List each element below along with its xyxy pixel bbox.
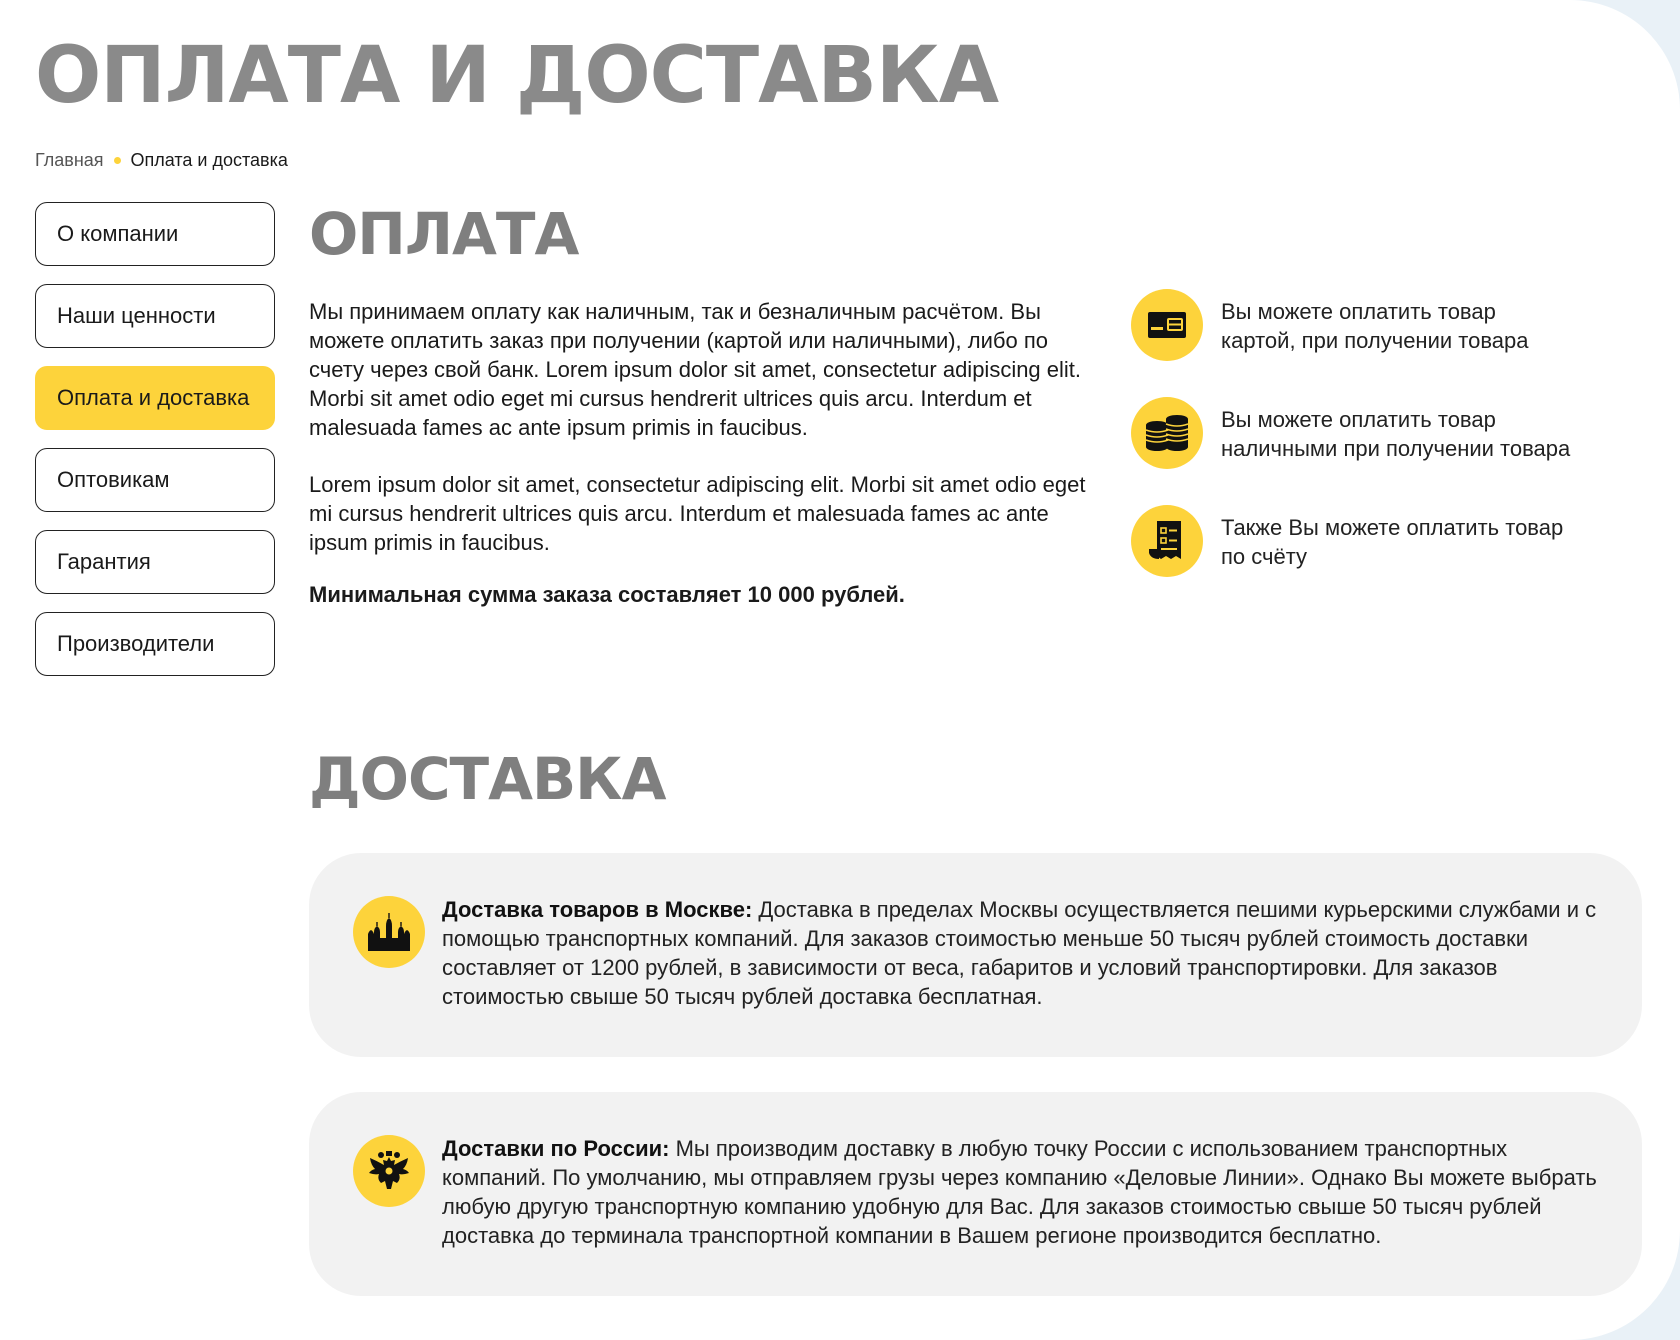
delivery-card-moscow xyxy=(309,853,1642,1057)
delivery-russia-text xyxy=(442,1134,1602,1250)
payment-options xyxy=(1131,289,1571,613)
delivery-moscow-body: Доставка в пределах Москвы осуществляется пешими курьерскими службами и с помощью транспортных компаний. Для заказов стоимостью меньше 50 тысяч рублей стоимость доставки составляет от 1200 рублей, в зависимости от веса, габаритов и условий транспортировки. Для заказов стоимостью свыше 50 тысяч рублей доставка бесплатная. xyxy=(442,897,1597,1009)
breadcrumb-separator-dot xyxy=(114,157,121,164)
sidebar-item-warranty[interactable]: Гарантия xyxy=(35,530,275,594)
payment-paragraph-2: Lorem ipsum dolor sit amet, consectetur adipiscing elit. Morbi sit amet odio eget mi cursus hendrerit ultrices quis arcu. Interdum et malesuada fames ac ante ipsum primis in faucibus. xyxy=(309,472,1086,555)
sidebar-item-manufacturers[interactable]: Производители xyxy=(35,612,275,676)
payment-option-cash-text: Вы можете оплатить товар наличными при получении товара xyxy=(1221,407,1571,461)
payment-option-card-text: Вы можете оплатить товар картой, при получении товара xyxy=(1221,299,1529,353)
delivery-section-title: ДОСТАВКА xyxy=(309,745,666,813)
breadcrumb-home-link[interactable]: Главная xyxy=(35,150,104,170)
payment-option-invoice xyxy=(1131,505,1571,577)
double-eagle-icon xyxy=(353,1135,425,1207)
breadcrumb-current: Оплата и доставка xyxy=(130,150,288,170)
page-title: ОПЛАТА И ДОСТАВКА xyxy=(35,31,999,121)
sidebar-menu xyxy=(35,202,275,694)
payment-option-cash xyxy=(1131,397,1571,469)
payment-section-title: ОПЛАТА xyxy=(309,200,579,268)
payment-paragraph-1: Мы принимаем оплату как наличным, так и безналичным расчётом. Вы можете оплатить заказ при получении (картой или наличными), либо по счету через свой банк. Lorem ipsum dolor sit amet, consectetur adipiscing elit. Morbi sit amet odio eget mi cursus hendrerit ultrices quis arcu. Interdum et malesuada fames ac ante ipsum primis in faucibus. xyxy=(309,299,1082,440)
payment-option-card xyxy=(1131,289,1571,361)
delivery-moscow-heading: Доставка товаров в Москве: xyxy=(442,897,753,922)
sidebar-item-wholesale[interactable]: Оптовикам xyxy=(35,448,275,512)
delivery-card-russia xyxy=(309,1092,1642,1296)
payment-option-invoice-text: Также Вы можете оплатить товар по счёту xyxy=(1221,515,1564,569)
sidebar-item-about[interactable]: О компании xyxy=(35,202,275,266)
min-order-note: Минимальная сумма заказа составляет 10 000 рублей. xyxy=(309,582,905,607)
sidebar-item-values[interactable]: Наши ценности xyxy=(35,284,275,348)
coins-icon xyxy=(1131,397,1203,469)
invoice-icon xyxy=(1131,505,1203,577)
delivery-russia-heading: Доставки по России: xyxy=(442,1136,670,1161)
sidebar-item-payment-delivery[interactable]: Оплата и доставка xyxy=(35,366,275,430)
delivery-russia-body: Мы производим доставку в любую точку России с использованием транспортных компаний. По умолчанию, мы отправляем грузы через компанию «Деловые Линии». Однако Вы можете выбрать любую другую транспортную компанию удобную для Вас. Для заказов стоимостью свыше 50 тысяч рублей доставка до терминала транспортной компании в Вашем регионе производится бесплатно. xyxy=(442,1136,1597,1248)
payment-description xyxy=(309,297,1089,637)
breadcrumb xyxy=(35,150,288,171)
delivery-moscow-text xyxy=(442,895,1602,1011)
kremlin-icon xyxy=(353,896,425,968)
credit-card-icon xyxy=(1131,289,1203,361)
